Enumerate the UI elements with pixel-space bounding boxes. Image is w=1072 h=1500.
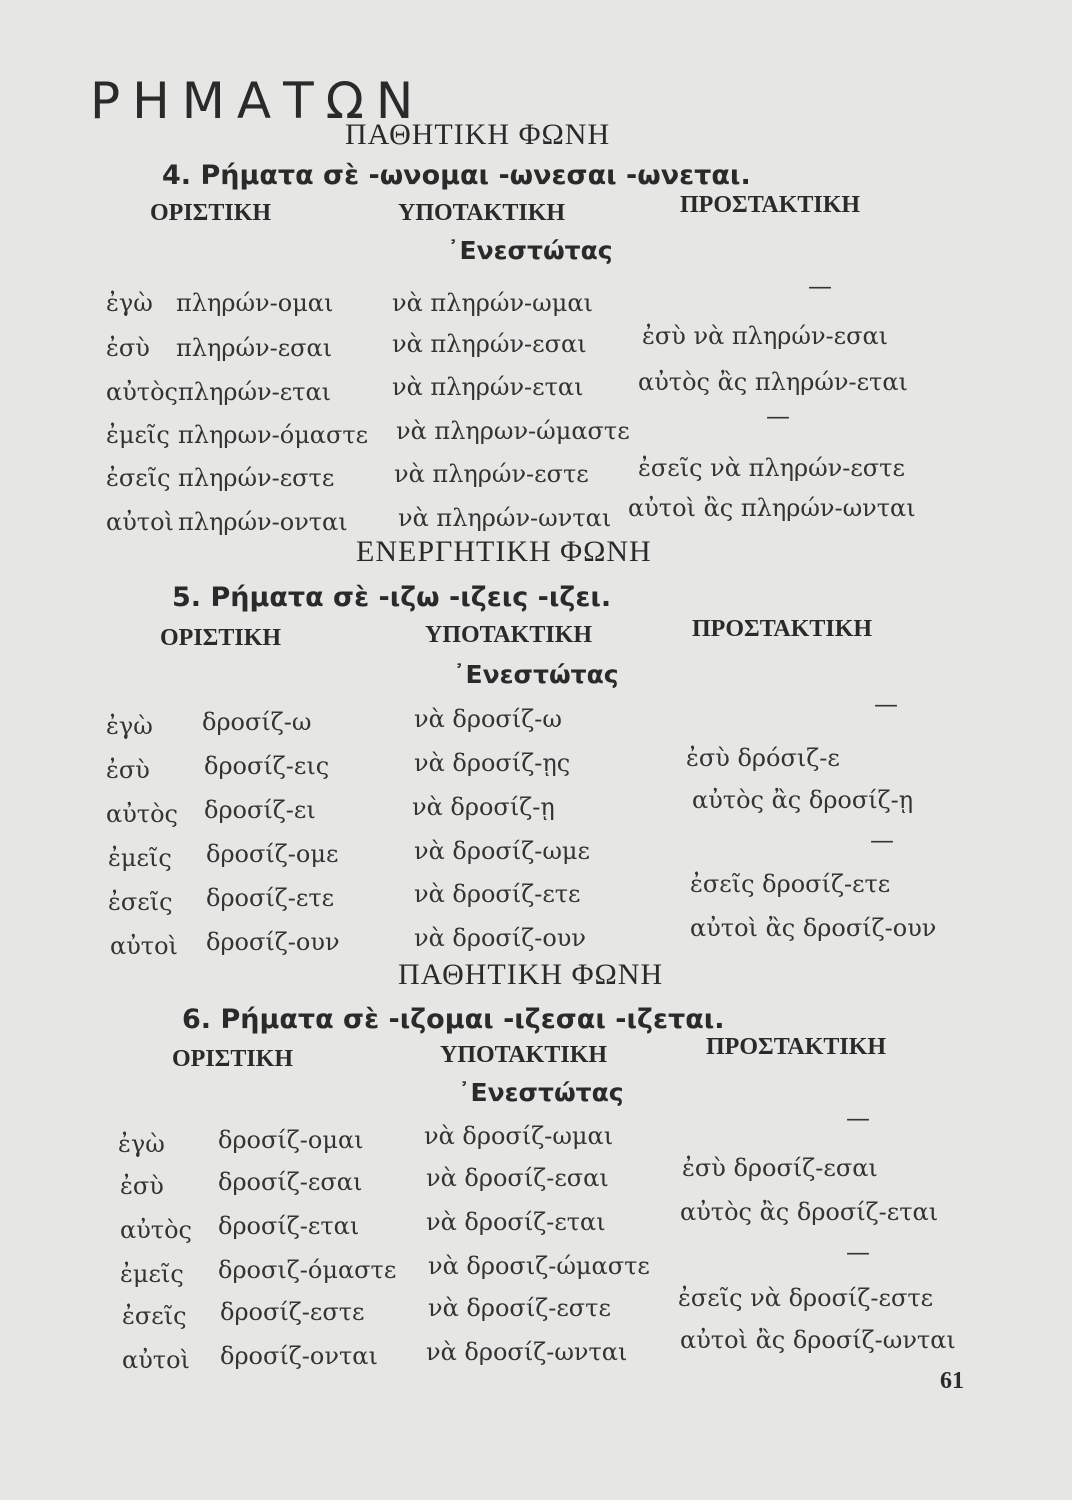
section-6-tense: ᾿Ενεστώτας xyxy=(458,1078,624,1107)
section-5-heading: 5. Ρήματα σὲ -ιζω -ιζεις -ιζει. xyxy=(172,582,612,613)
indicative-form: δροσίζ-εις xyxy=(204,752,330,780)
imperative-form: — xyxy=(808,272,832,300)
indicative-form: δροσίζ-ομε xyxy=(206,840,339,868)
pronoun: ἐγὼ xyxy=(106,712,153,740)
section-4-col-subjunctive: ΥΠΟΤΑΚΤΙΚΗ xyxy=(398,200,566,226)
imperative-form: — xyxy=(870,826,894,854)
imperative-form: — xyxy=(846,1104,870,1132)
pronoun: ἐμεῖς xyxy=(106,421,170,449)
indicative-form: δροσιζ-όμαστε xyxy=(218,1256,397,1284)
imperative-form: ἐσὺ δροσίζ-εσαι xyxy=(682,1154,878,1182)
section-4-col-imperative: ΠΡΟΣΤΑΚΤΙΚΗ xyxy=(680,192,861,218)
pronoun: ἐσεῖς xyxy=(108,888,173,916)
indicative-form: πληρών-ονται xyxy=(178,508,348,536)
subjunctive-form: νὰ πληρών-εται xyxy=(392,373,584,401)
section-5-col-indicative: ΟΡΙΣΤΙΚΗ xyxy=(160,625,282,651)
indicative-form: δροσίζ-ετε xyxy=(206,884,335,912)
section-6-col-indicative: ΟΡΙΣΤΙΚΗ xyxy=(172,1046,294,1072)
imperative-form: ἐσεῖς νὰ δροσίζ-εστε xyxy=(678,1284,934,1312)
indicative-form: δροσίζ-εται xyxy=(218,1212,360,1240)
section-6-col-imperative: ΠΡΟΣΤΑΚΤΙΚΗ xyxy=(706,1034,887,1060)
pronoun: ἐμεῖς xyxy=(108,844,172,872)
subjunctive-form: νὰ δροσίζ-ῃς xyxy=(414,749,571,777)
pronoun: ἐσεῖς xyxy=(106,464,171,492)
imperative-form: ἐσεῖς νὰ πληρών-εστε xyxy=(638,454,905,482)
section-5-tense: ᾿Ενεστώτας xyxy=(453,660,619,689)
page-title: ΡΗΜΑΤΩΝ xyxy=(90,72,426,130)
imperative-form: αὐτὸς ἂς δροσίζ-ῃ xyxy=(692,786,914,814)
pronoun: ἐμεῖς xyxy=(120,1260,184,1288)
pronoun: ἐγὼ xyxy=(118,1130,165,1158)
imperative-form: ἐσὺ νὰ πληρών-εσαι xyxy=(642,322,889,350)
subjunctive-form: νὰ δροσίζ-ωνται xyxy=(426,1338,628,1366)
indicative-form: πληρών-εται xyxy=(178,378,332,406)
subjunctive-form: νὰ δροσίζ-ωμαι xyxy=(424,1122,614,1150)
section-5-col-subjunctive: ΥΠΟΤΑΚΤΙΚΗ xyxy=(425,622,593,648)
subjunctive-form: νὰ δροσίζ-εται xyxy=(426,1208,606,1236)
indicative-form: δροσίζ-ουν xyxy=(206,928,340,956)
subjunctive-form: νὰ πληρών-ωμαι xyxy=(392,289,593,317)
imperative-form: — xyxy=(874,690,898,718)
subjunctive-form: νὰ δροσίζ-ετε xyxy=(414,880,581,908)
imperative-form: αὐτοὶ ἂς πληρών-ωνται xyxy=(628,494,916,522)
pronoun: ἐσὺ xyxy=(106,334,150,362)
section-6-heading: 6. Ρήματα σὲ -ιζομαι -ιζεσαι -ιζεται. xyxy=(182,1004,725,1035)
subjunctive-form: νὰ δροσίζ-ω xyxy=(414,705,562,733)
imperative-form: ἐσὺ δρόσιζ-ε xyxy=(686,744,840,772)
imperative-form: αὐτοὶ ἂς δροσίζ-ωνται xyxy=(680,1326,956,1354)
indicative-form: δροσίζ-ω xyxy=(202,708,312,736)
imperative-form: ἐσεῖς δροσίζ-ετε xyxy=(690,870,891,898)
imperative-form: αὐτὸς ἂς δροσίζ-εται xyxy=(680,1198,939,1226)
imperative-form: — xyxy=(846,1238,870,1266)
subjunctive-form: νὰ δροσίζ-εσαι xyxy=(426,1164,609,1192)
subjunctive-form: νὰ δροσιζ-ώμαστε xyxy=(428,1252,650,1280)
indicative-form: δροσίζ-ομαι xyxy=(218,1126,364,1154)
indicative-form: πληρών-εστε xyxy=(178,464,335,492)
pronoun: αὐτοὶ xyxy=(110,932,178,960)
subjunctive-form: νὰ δροσίζ-ῃ xyxy=(412,793,555,821)
imperative-form: αὐτοὶ ἂς δροσίζ-ουν xyxy=(690,914,937,942)
section-6-voice: ΠΑΘΗΤΙΚΗ ΦΩΝΗ xyxy=(398,958,664,991)
section-4-heading: 4. Ρήματα σὲ -ωνομαι -ωνεσαι -ωνεται. xyxy=(162,160,751,191)
indicative-form: δροσίζ-εστε xyxy=(220,1298,365,1326)
subjunctive-form: νὰ δροσίζ-ουν xyxy=(414,924,586,952)
subjunctive-form: νὰ πληρων-ώμαστε xyxy=(396,417,630,445)
page-number: 61 xyxy=(940,1368,964,1394)
section-4-tense: ᾿Ενεστώτας xyxy=(447,236,613,265)
section-5-col-imperative: ΠΡΟΣΤΑΚΤΙΚΗ xyxy=(692,616,873,642)
pronoun: αὐτοὶ xyxy=(122,1346,190,1374)
pronoun: ἐσεῖς xyxy=(122,1302,187,1330)
indicative-form: πληρων-όμαστε xyxy=(178,421,369,449)
pronoun: αὐτὸς xyxy=(106,378,178,406)
subjunctive-form: νὰ δροσίζ-εστε xyxy=(428,1294,611,1322)
pronoun: αὐτὸς xyxy=(120,1216,192,1244)
indicative-form: δροσίζ-ονται xyxy=(220,1342,378,1370)
section-4-voice: ΠΑΘΗΤΙΚΗ ΦΩΝΗ xyxy=(345,118,611,151)
subjunctive-form: νὰ πληρών-εσαι xyxy=(392,330,587,358)
section-4-col-indicative: ΟΡΙΣΤΙΚΗ xyxy=(150,200,272,226)
pronoun: αὐτὸς xyxy=(106,800,178,828)
indicative-form: δροσίζ-ει xyxy=(204,796,316,824)
subjunctive-form: νὰ πληρών-ωνται xyxy=(398,504,612,532)
subjunctive-form: νὰ δροσίζ-ωμε xyxy=(414,837,590,865)
indicative-form: πληρών-εσαι xyxy=(176,334,333,362)
pronoun: αὐτοὶ xyxy=(106,508,174,536)
indicative-form: πληρών-ομαι xyxy=(176,289,334,317)
section-5-voice: ΕΝΕΡΓΗΤΙΚΗ ΦΩΝΗ xyxy=(356,535,652,568)
pronoun: ἐγὼ xyxy=(106,289,153,317)
imperative-form: αὐτὸς ἂς πληρών-εται xyxy=(638,368,908,396)
imperative-form: — xyxy=(766,402,790,430)
pronoun: ἐσὺ xyxy=(120,1172,164,1200)
indicative-form: δροσίζ-εσαι xyxy=(218,1168,363,1196)
pronoun: ἐσὺ xyxy=(106,756,150,784)
subjunctive-form: νὰ πληρών-εστε xyxy=(394,460,589,488)
section-6-col-subjunctive: ΥΠΟΤΑΚΤΙΚΗ xyxy=(440,1042,608,1068)
